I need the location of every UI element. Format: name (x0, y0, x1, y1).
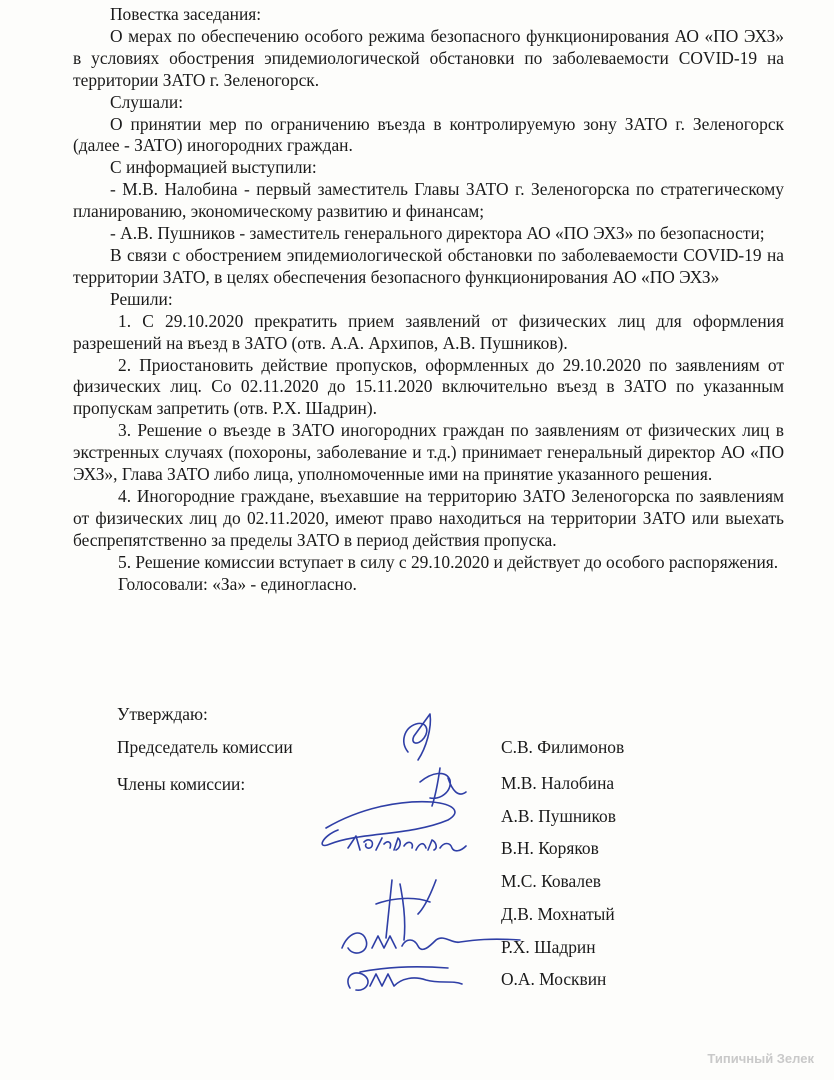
protocol-body (73, 4, 784, 595)
member-name: М.С. Ковалев (501, 871, 601, 891)
signature-member-6 (348, 967, 462, 990)
preamble-text: В связи с обострением эпидемиологической обстановки по заболеваемости COVID-19 на территории ЗАТО, в целях обеспечения безопасного функционирования АО «ПО ЭХЗ» (73, 244, 784, 287)
approve-label: Утверждаю: (117, 704, 208, 724)
speaker-item: - М.В. Налобина - первый заместитель Главы ЗАТО г. Зеленогорска по стратегическому планированию, экономическому развитию и финансам; (73, 179, 784, 222)
member-name: Р.Х. Шадрин (501, 937, 596, 957)
member-name: А.В. Пушников (501, 806, 616, 826)
signature-member-5 (342, 933, 520, 953)
speakers-heading: С информацией выступили: (110, 157, 317, 178)
signature-member-4 (376, 880, 436, 940)
watermark: Типичный Зелек (707, 1051, 814, 1066)
decision-item: 5. Решение комиссии вступает в силу с 29.10.2020 и действует до особого распоряжения. (118, 551, 779, 572)
signature-member-1 (420, 768, 466, 806)
agenda-heading: Повестка заседания: (110, 4, 262, 24)
heard-heading: Слушали: (110, 91, 184, 112)
member-name: В.Н. Коряков (501, 838, 599, 858)
member-name: М.В. Налобина (501, 773, 615, 793)
vote-result: Голосовали: «За» - единогласно. (118, 573, 357, 594)
chairman-name: С.В. Филимонов (501, 737, 625, 757)
chairman-label: Председатель комиссии (117, 737, 293, 757)
decision-item: 2. Приостановить действие пропусков, оформленных до 29.10.2020 по заявлениям от физических лиц. Со 02.11.2020 до 15.11.2020 включительно въезд в ЗАТО по указанным пропускам запретить (отв. Р.Х. Шадрин). (73, 354, 784, 419)
decision-item: 4. Иногородние граждане, въехавшие на территорию ЗАТО Зеленогорска по заявлениям от физических лиц до 02.11.2020, имеют право находиться на территории ЗАТО или выехать беспрепятственно за пределы ЗАТО в период действия пропуска. (73, 485, 784, 550)
signature-handwriting (348, 836, 466, 851)
heard-text: О принятии мер по ограничению въезда в контролируемую зону ЗАТО г. Зеленогорск (далее - ЗАТО) иногородних граждан. (73, 113, 784, 156)
speaker-item: - А.В. Пушников - заместитель генерального директора АО «ПО ЭХЗ» по безопасности; (110, 223, 765, 244)
member-name: Д.В. Мохнатый (501, 904, 615, 924)
agenda-text: О мерах по обеспечению особого режима безопасного функционирования АО «ПО ЭХЗ» в условиях обострения эпидемиологической обстановки по заболеваемости COVID-19 на территории ЗАТО г. Зеленогорск. (73, 25, 784, 90)
signature-member-2 (322, 802, 455, 846)
members-label: Члены комиссии: (117, 774, 246, 794)
member-name: О.А. Москвин (501, 969, 607, 989)
decision-item: 3. Решение о въезде в ЗАТО иногородних граждан по заявлениям от физических лиц в экстренных случаях (похороны, заболевание и т.д.) принимает генеральный директор АО «ПО ЭХЗ», Глава ЗАТО либо лица, уполномоченные ими на принятие указанного решения. (73, 420, 784, 485)
decision-item: 1. С 29.10.2020 прекратить прием заявлений от физических лиц для оформления разрешений на въезд в ЗАТО (отв. А.А. Архипов, А.В. Пушников). (73, 310, 784, 353)
decided-heading: Решили: (110, 288, 173, 309)
signature-chairman (404, 714, 431, 760)
